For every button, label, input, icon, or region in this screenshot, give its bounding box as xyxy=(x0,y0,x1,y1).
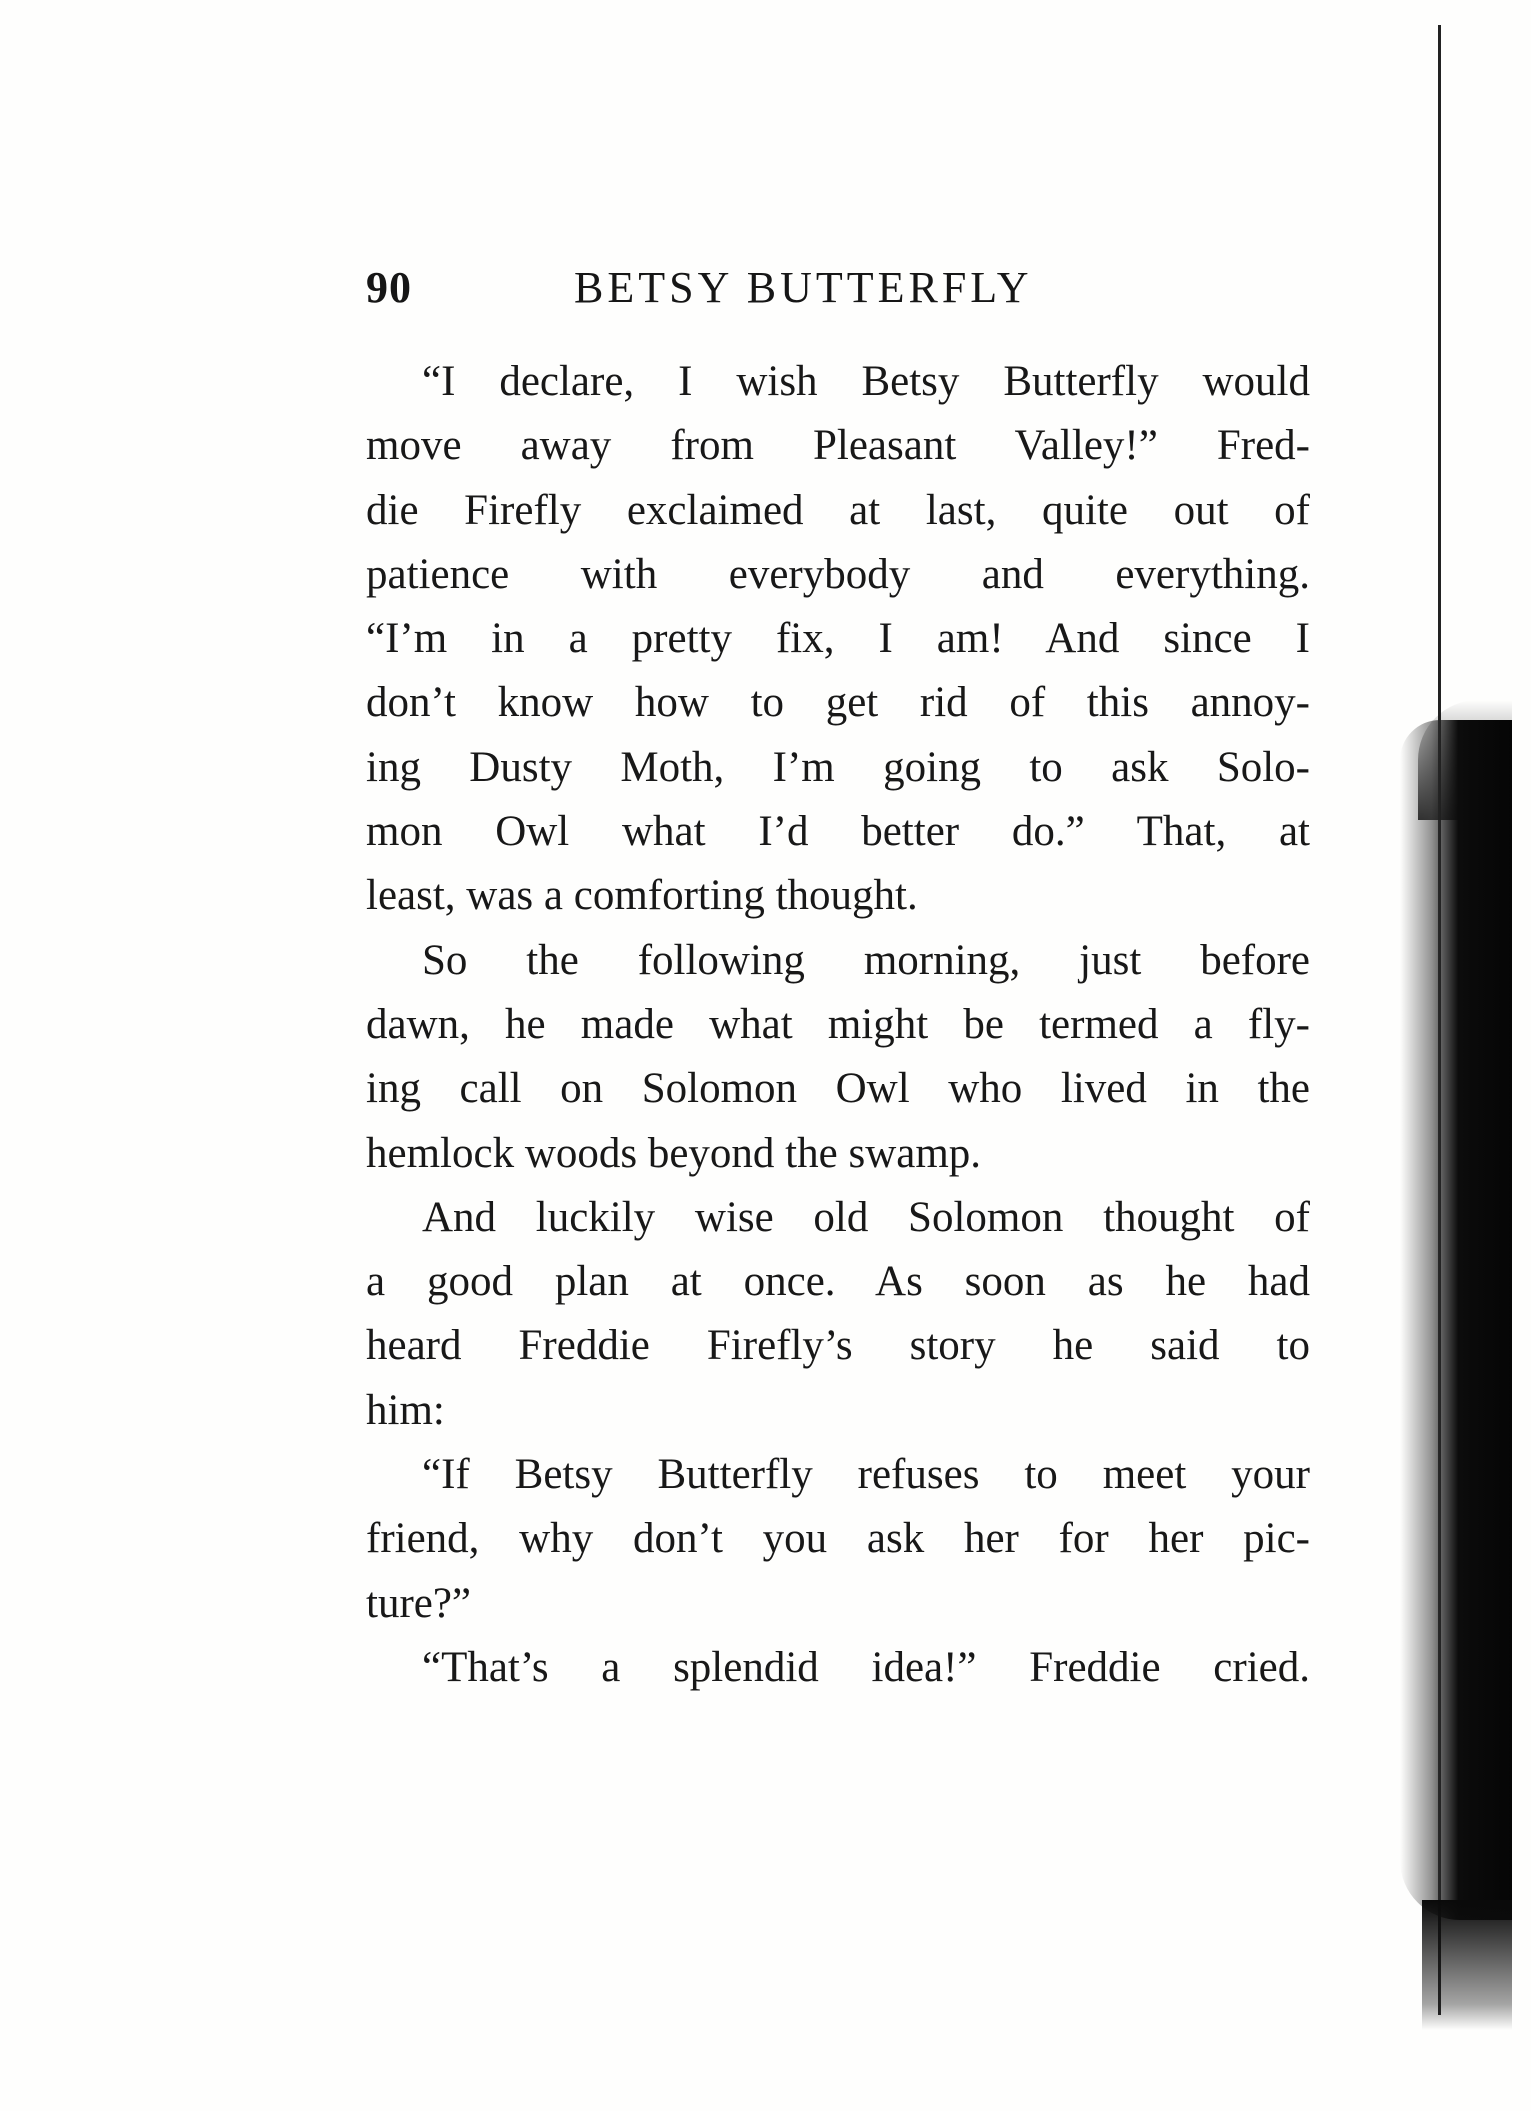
text-line: hemlock woods beyond the swamp. xyxy=(366,1129,982,1177)
text-line: heard Freddie Firefly’s story he said to xyxy=(366,1322,1310,1370)
text-line: move away from Pleasant Valley!” Fred- xyxy=(366,422,1310,470)
text-line: die Firefly exclaimed at last, quite out of xyxy=(366,486,1310,534)
page-number: 90 xyxy=(366,263,412,312)
text-line: patience with everybody and everything. xyxy=(366,550,1310,598)
text-line: “If Betsy Butterfly refuses to meet your xyxy=(422,1451,1310,1499)
text-line: ture?” xyxy=(366,1579,472,1627)
text-line: friend, why don’t you ask her for her pic- xyxy=(366,1515,1310,1563)
text-line: mon Owl what I’d better do.” That, at xyxy=(366,808,1310,856)
binding-shadow xyxy=(1400,720,1512,1920)
page-header xyxy=(366,262,1306,322)
text-line: a good plan at once. As soon as he had xyxy=(366,1258,1310,1306)
text-line: “I declare, I wish Betsy Butterfly would xyxy=(422,358,1310,405)
text-line: least, was a comforting thought. xyxy=(366,872,918,920)
text-line: don’t know how to get rid of this annoy- xyxy=(366,679,1310,727)
binding-shadow-bottom xyxy=(1422,1900,1512,2030)
text-line: ing Dusty Moth, I’m going to ask Solo- xyxy=(366,743,1310,791)
text-line: ing call on Solomon Owl who lived in the xyxy=(366,1065,1310,1113)
text-line: “That’s a splendid idea!” Freddie cried. xyxy=(422,1643,1310,1691)
body-text xyxy=(366,350,1310,1700)
text-line: “I’m in a pretty fix, I am! And since I xyxy=(366,615,1310,663)
text-line: dawn, he made what might be termed a fly- xyxy=(366,1000,1310,1048)
text-line: So the following morning, just before xyxy=(422,936,1310,984)
text-line: him: xyxy=(366,1386,445,1434)
running-title: BETSY BUTTERFLY xyxy=(574,263,1033,312)
text-line: And luckily wise old Solomon thought of xyxy=(422,1193,1310,1241)
